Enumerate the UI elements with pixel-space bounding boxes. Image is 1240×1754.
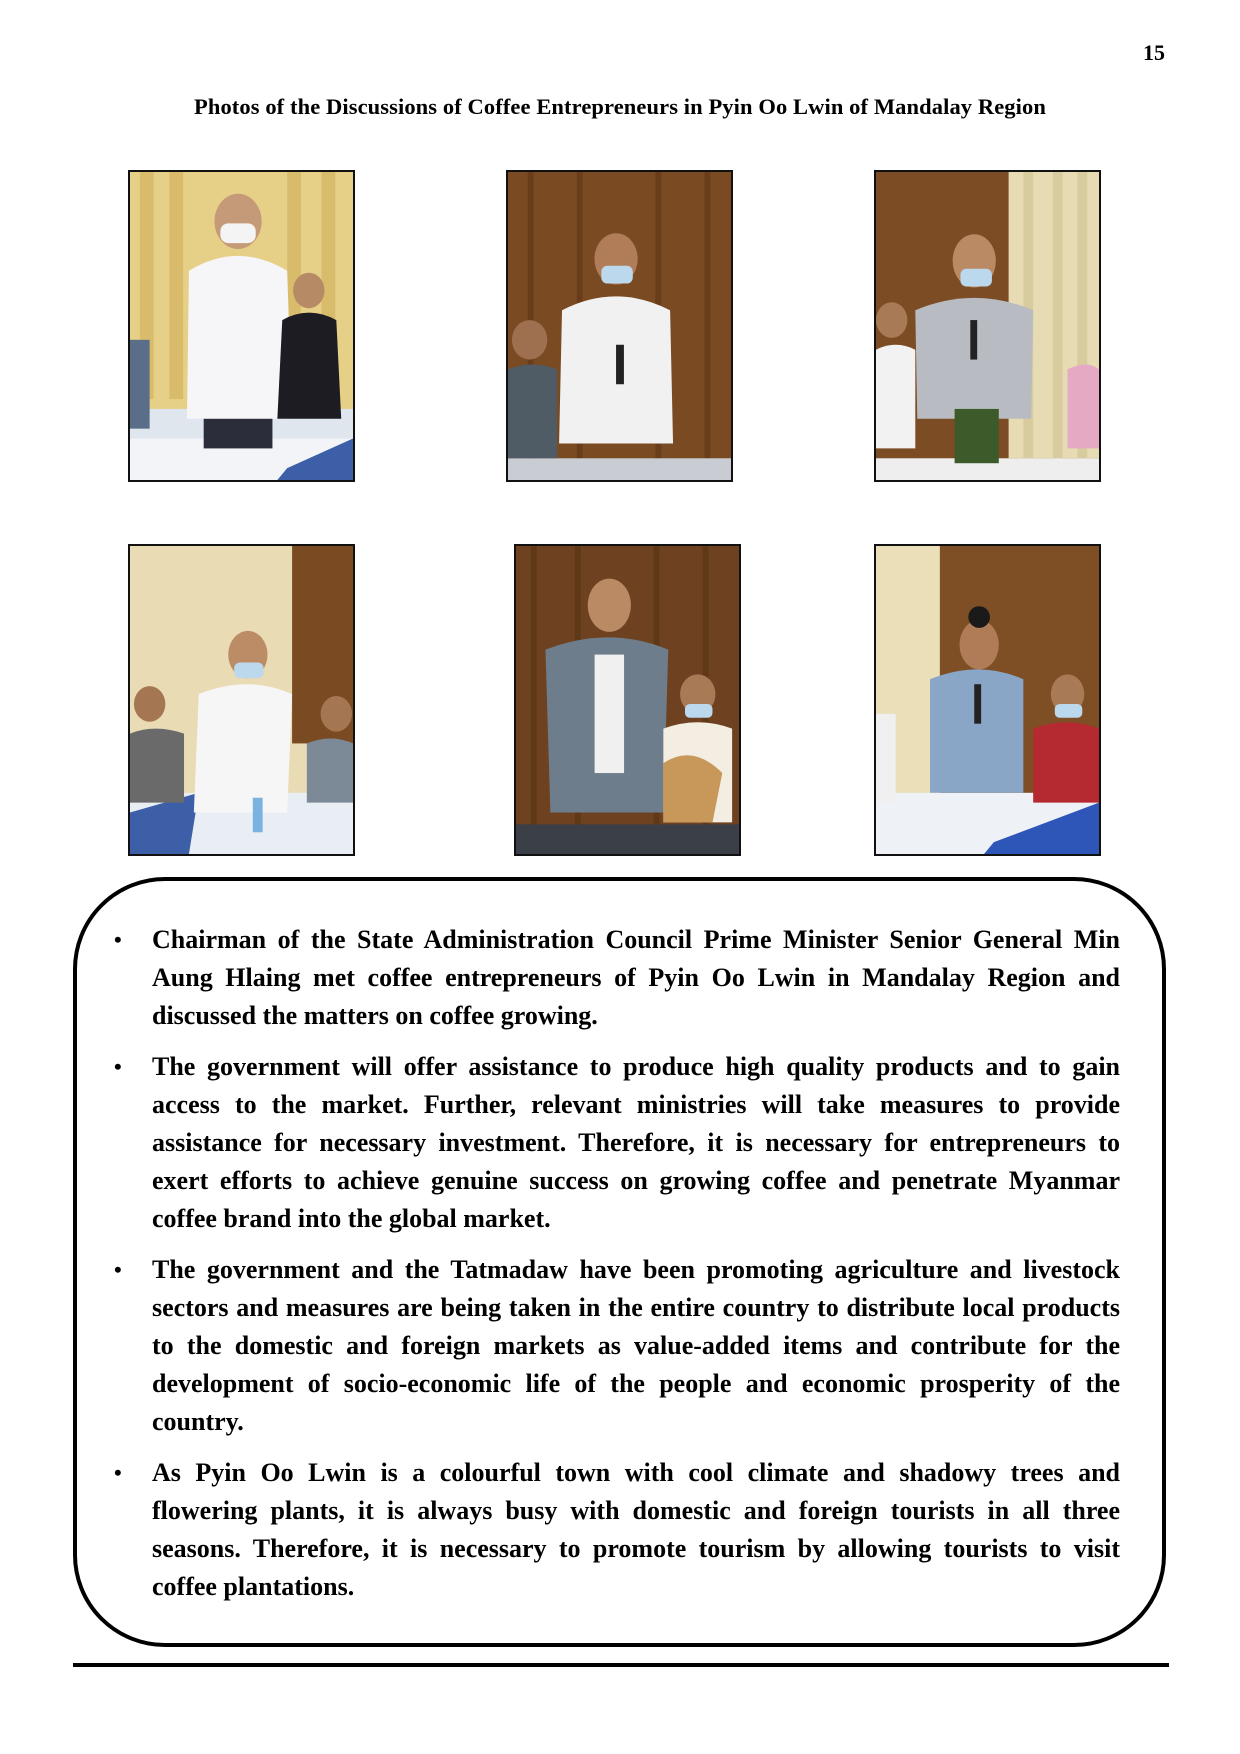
bullet-dot: • bbox=[114, 1054, 122, 1079]
bullet-text: As Pyin Oo Lwin is a colourful town with cool climate and shadowy trees and flowering plants, it is always busy with domestic and foreign tourists in all three seasons. Therefore, it is necessary to promote tourism by allowing tourists to visit coffee plantations. bbox=[152, 1458, 1120, 1601]
bullet-item bbox=[114, 1048, 1120, 1238]
bottom-rule bbox=[73, 1663, 1169, 1667]
bullet-dot: • bbox=[114, 1460, 122, 1485]
bullet-text: Chairman of the State Administration Council Prime Minister Senior General Min Aung Hlaing met coffee entrepreneurs of Pyin Oo Lwin in Mandalay Region and discussed the matters on coffee growing. bbox=[152, 925, 1120, 1030]
bullet-text: The government will offer assistance to produce high quality products and to gain access to the market. Further, relevant ministries will take measures to provide assistance for necessary investment. Therefore, it is necessary for entrepreneurs to exert efforts to achieve genuine success on growing coffee and penetrate Myanmar coffee brand into the global market. bbox=[152, 1052, 1120, 1233]
page-title: Photos of the Discussions of Coffee Entrepreneurs in Pyin Oo Lwin of Mandalay Region bbox=[194, 94, 1046, 119]
bullet-item bbox=[114, 1251, 1120, 1441]
page-number: 15 bbox=[1143, 40, 1165, 65]
photo-man-in-grey-jacket-standing bbox=[514, 544, 741, 856]
photo-man-in-white-at-table bbox=[128, 544, 355, 856]
photo-woman-speaking-microphone bbox=[874, 544, 1101, 856]
bullet-dot: • bbox=[114, 1257, 122, 1282]
photo-man-in-white-standing bbox=[128, 170, 355, 482]
bullet-dot: • bbox=[114, 927, 122, 952]
bullet-text: The government and the Tatmadaw have been promoting agriculture and livestock sectors and measures are being taken in the entire country to distribute local products to the domestic and foreign markets as value-added items and contribute for the development of socio-economic life of the people and economic prosperity of the country. bbox=[152, 1255, 1120, 1436]
summary-box bbox=[73, 877, 1166, 1647]
photo-man-speaking-microphone bbox=[506, 170, 733, 482]
summary-bullet-list bbox=[114, 921, 1120, 1619]
bullet-item bbox=[114, 921, 1120, 1035]
bullet-item bbox=[114, 1454, 1120, 1606]
photo-man-in-grey-jacket-speaking bbox=[874, 170, 1101, 482]
